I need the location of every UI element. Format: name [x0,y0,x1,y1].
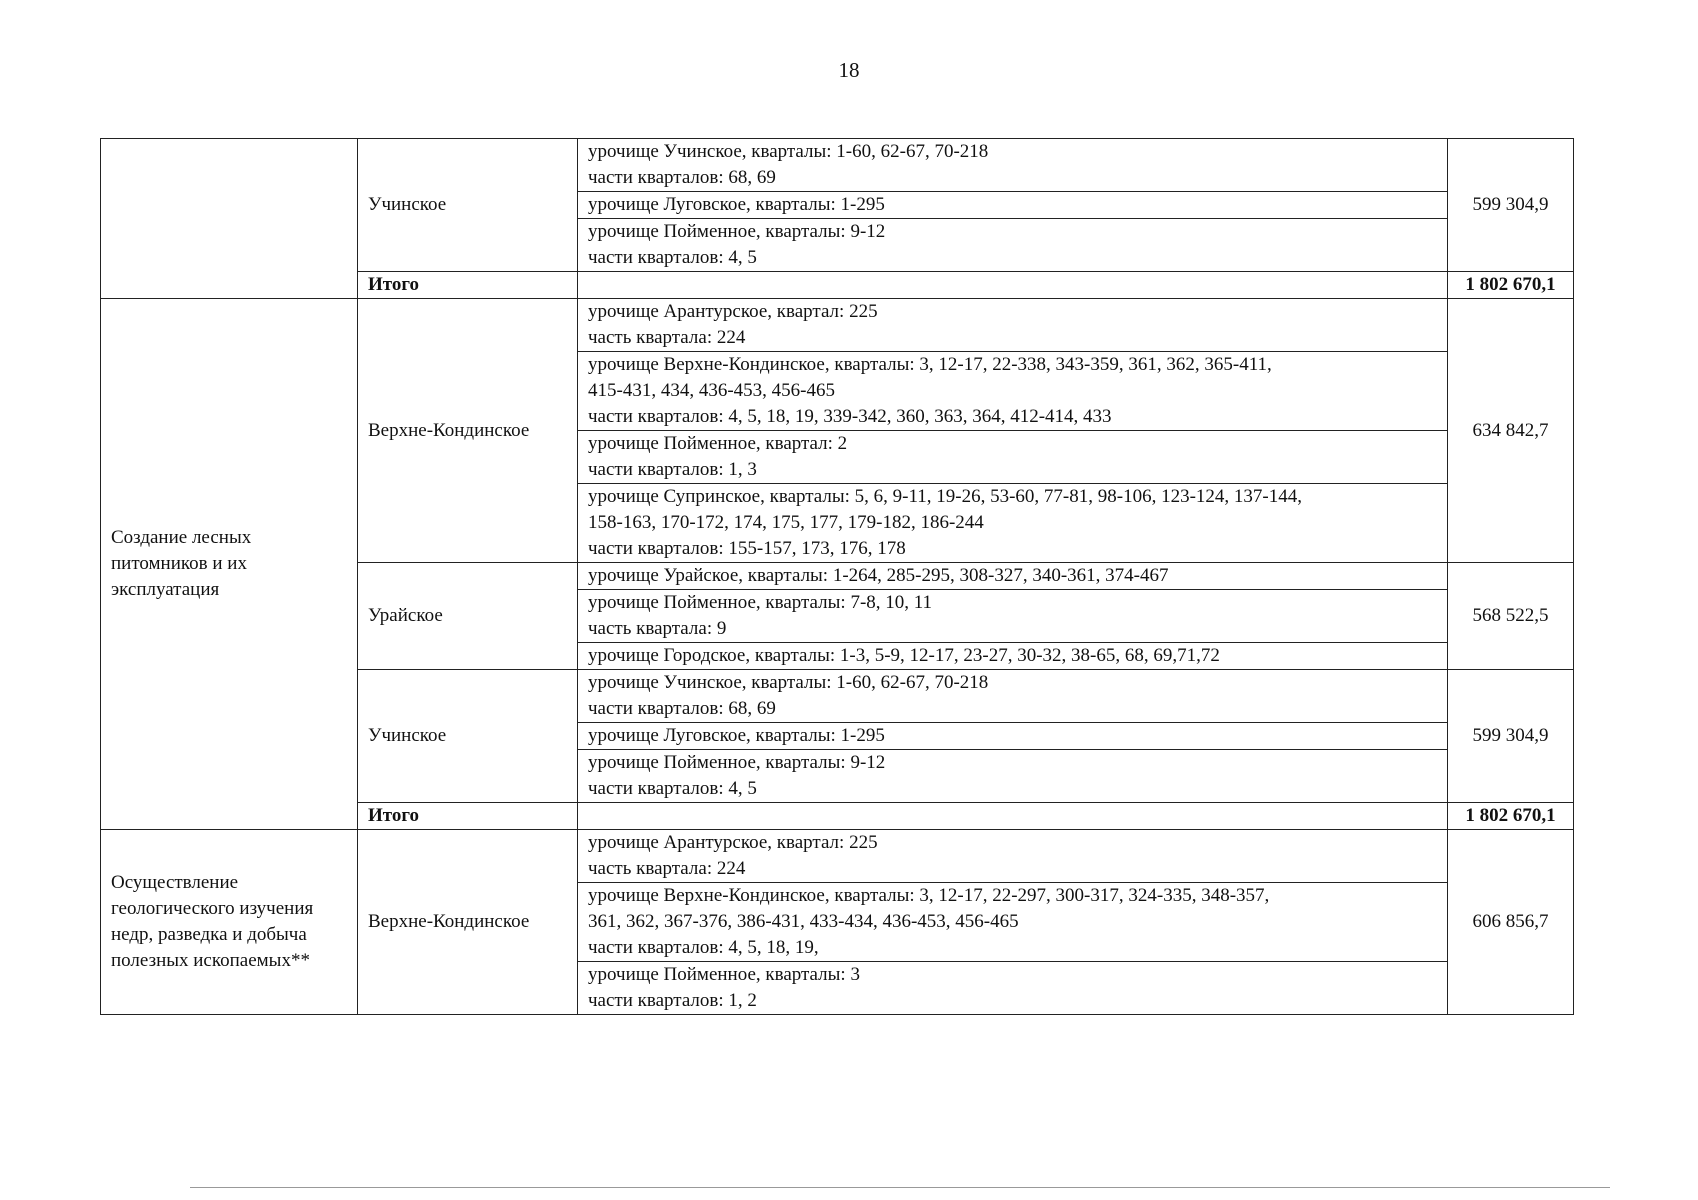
location-cell [578,723,1448,750]
table-row [101,830,1574,883]
location-line: урочище Урайское, кварталы: 1-264, 285-295, 308-327, 340-361, 374-467 [588,565,1169,586]
location-line: части кварталов: 4, 5 [588,778,757,799]
location-line: урочище Верхне-Кондинское, кварталы: 3, 12-17, 22-297, 300-317, 324-335, 348-357, [588,885,1270,906]
location-line: урочище Луговское, кварталы: 1-295 [588,194,885,215]
location-cell [578,670,1448,723]
location-line: часть квартала: 224 [588,327,746,348]
total-empty-cell [578,272,1448,299]
forestry-cell: Урайское [358,563,578,670]
location-line: урочище Учинское, кварталы: 1-60, 62-67, 70-218 [588,141,989,162]
location-line: части кварталов: 155-157, 173, 176, 178 [588,538,906,559]
location-line: урочище Супринское, кварталы: 5, 6, 9-11, 19-26, 53-60, 77-81, 98-106, 123-124, 137-144, [588,486,1302,507]
forest-lands-table [100,138,1574,1015]
location-line: урочище Пойменное, квартал: 2 [588,433,848,454]
area-cell: 599 304,9 [1448,139,1574,272]
land-use-cell: Создание лесных питомников и их эксплуатация [101,299,358,830]
forestry-cell: Верхне-Кондинское [358,299,578,563]
location-cell [578,484,1448,563]
table-row [101,299,1574,352]
location-cell [578,219,1448,272]
location-cell [578,830,1448,883]
total-empty-cell [578,803,1448,830]
area-cell: 606 856,7 [1448,830,1574,1015]
location-line: урочище Арантурское, квартал: 225 [588,832,878,853]
total-value: 1 802 670,1 [1448,272,1574,299]
location-line: 361, 362, 367-376, 386-431, 433-434, 436-453, 456-465 [588,911,1019,932]
location-line: урочище Арантурское, квартал: 225 [588,301,878,322]
location-cell [578,352,1448,431]
location-line: части кварталов: 4, 5 [588,247,757,268]
location-line: урочище Верхне-Кондинское, кварталы: 3, 12-17, 22-338, 343-359, 361, 362, 365-411, [588,354,1272,375]
area-cell: 599 304,9 [1448,670,1574,803]
location-cell [578,962,1448,1015]
forestry-cell: Верхне-Кондинское [358,830,578,1015]
table-row [101,139,1574,192]
location-line: части кварталов: 4, 5, 18, 19, [588,937,819,958]
location-cell [578,139,1448,192]
location-line: урочище Пойменное, кварталы: 7-8, 10, 11 [588,592,933,613]
total-value: 1 802 670,1 [1448,803,1574,830]
location-line: урочище Пойменное, кварталы: 9-12 [588,221,886,242]
location-line: урочище Учинское, кварталы: 1-60, 62-67, 70-218 [588,672,989,693]
location-cell [578,192,1448,219]
land-use-cell: Осуществление геологического изучения недр, разведка и добыча полезных ископаемых** [101,830,358,1015]
location-line: часть квартала: 224 [588,858,746,879]
area-cell: 568 522,5 [1448,563,1574,670]
bottom-rule [190,1187,1610,1188]
area-cell: 634 842,7 [1448,299,1574,563]
forestry-cell: Учинское [358,139,578,272]
location-line: части кварталов: 1, 2 [588,990,757,1011]
location-cell [578,563,1448,590]
location-cell [578,299,1448,352]
location-line: части кварталов: 68, 69 [588,167,776,188]
location-cell [578,431,1448,484]
location-line: урочище Городское, кварталы: 1-3, 5-9, 12-17, 23-27, 30-32, 38-65, 68, 69,71,72 [588,645,1220,666]
location-cell [578,643,1448,670]
location-line: урочище Пойменное, кварталы: 3 [588,964,860,985]
page-number: 18 [838,58,860,82]
location-cell [578,750,1448,803]
location-line: урочище Луговское, кварталы: 1-295 [588,725,885,746]
total-label: Итого [358,803,578,830]
location-cell [578,883,1448,962]
table-body [101,139,1574,1015]
land-use-cell [101,139,358,299]
location-line: части кварталов: 4, 5, 18, 19, 339-342, 360, 363, 364, 412-414, 433 [588,406,1112,427]
location-line: части кварталов: 68, 69 [588,698,776,719]
location-line: 415-431, 434, 436-453, 456-465 [588,380,835,401]
location-line: часть квартала: 9 [588,618,727,639]
location-line: урочище Пойменное, кварталы: 9-12 [588,752,886,773]
location-line: 158-163, 170-172, 174, 175, 177, 179-182, 186-244 [588,512,984,533]
location-cell [578,590,1448,643]
forestry-cell: Учинское [358,670,578,803]
location-line: части кварталов: 1, 3 [588,459,757,480]
total-label: Итого [358,272,578,299]
